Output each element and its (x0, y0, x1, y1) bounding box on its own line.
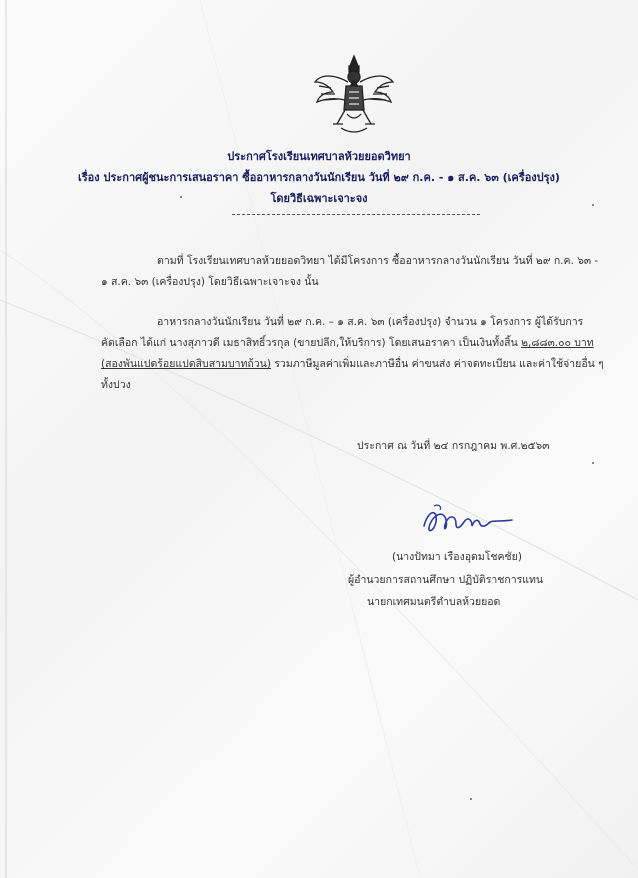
heading-subject: เรื่อง ประกาศผู้ชนะการเสนอราคา ซื้ออาหารกลางวันนักเรียน วันที่ ๒๙ ก.ค. - ๑ ส.ค. ๖๓ (เครื่องปรุง) (78, 171, 560, 184)
paragraph-2-line-3 (101, 355, 604, 372)
paper-speck (592, 462, 594, 464)
heading-method: โดยวิธีเฉพาะเจาะจง (270, 192, 368, 205)
paragraph-1-line-2: ๑ ส.ค. ๖๓ (เครื่องปรุง) โดยวิธีเฉพาะเจาะจง นั้น (101, 276, 319, 288)
paragraph-2-line-2-text: คัดเลือก ได้แก่ นางสุภาวดี เมธาสิทธิ์วรกุล (ขายปลีก,ให้บริการ) โดยเสนอราคา เป็นเงินทั้งสิ้น (101, 337, 522, 349)
paragraph-2-line-4: ทั้งปวง (101, 379, 131, 391)
paragraph-2-line-1: อาหารกลางวันนักเรียน วันที่ ๒๙ ก.ค. – ๑ ส.ค. ๖๓ (เครื่องปรุง) จำนวน ๑ โครงการ ผู้ได้รับการ (157, 316, 584, 328)
signatory-name: (นางปัทมา เรืองอุดมโชคชัย) (392, 551, 522, 563)
signatory-position-2: นายกเทศมนตรีตำบลห้วยยอด (367, 596, 501, 608)
heading-org: ประกาศโรงเรียนเทศบาลห้วยยอดวิทยา (227, 150, 411, 163)
paper-speck (592, 204, 594, 206)
announcement-date: ประกาศ ณ วันที่ ๒๔ กรกฎาคม พ.ศ.๒๕๖๓ (357, 440, 550, 452)
paragraph-2-line-3-text: รวมภาษีมูลค่าเพิ่มและภาษีอื่น ค่าขนส่ง ค่าจดทะเบียน และค่าใช้จ่ายอื่น ๆ (270, 358, 604, 370)
paper-speck (180, 196, 182, 198)
paper-speck (470, 798, 472, 800)
paragraph-2-line-2 (101, 334, 594, 351)
signatory-position-1: ผู้อำนวยการสถานศึกษา ปฏิบัติราชการแทน (348, 574, 544, 586)
garuda-emblem (309, 52, 399, 142)
amount-in-words: (สองพันแปดร้อยแปดสิบสามบาทถ้วน) (101, 358, 271, 370)
paragraph-1-line-1: ตามที่ โรงเรียนเทศบาลห้วยยอดวิทยา ได้มีโครงการ ซื้ออาหารกลางวันนักเรียน วันที่ ๒๙ ก.ค. ๖๓ - (157, 255, 599, 267)
handwritten-signature (416, 502, 520, 540)
contract-amount: ๒,๘๘๓.๐๐ บาท (521, 337, 594, 349)
dashed-divider (232, 214, 480, 215)
